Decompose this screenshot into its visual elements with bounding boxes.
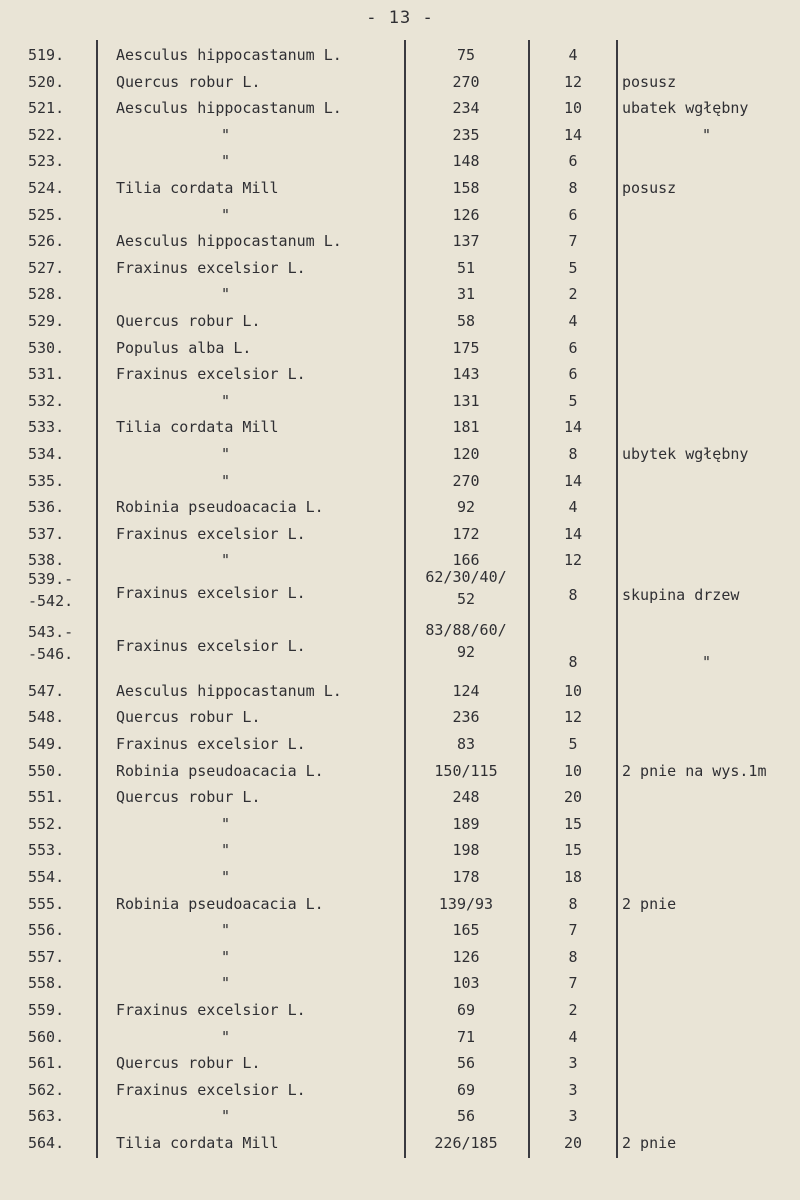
- circumference: 92: [456, 498, 476, 517]
- tree-height: 7: [568, 921, 578, 940]
- circumference: 69: [456, 1080, 476, 1099]
- entry-number: 532.: [28, 391, 65, 410]
- species-name: ": [221, 1107, 231, 1126]
- species-name: ": [221, 841, 231, 860]
- table-row: [0, 152, 800, 178]
- page-number: - 13 -: [366, 8, 434, 28]
- circumference: 56: [456, 1107, 476, 1126]
- tree-height: 14: [563, 471, 583, 490]
- species-name: Tilia cordata Mill: [116, 179, 279, 197]
- species-name: Robinia pseudoacacia L.: [116, 894, 324, 913]
- entry-number: 537.: [28, 524, 65, 543]
- circumference: 150/115: [434, 761, 498, 780]
- entry-number: 522.: [28, 125, 65, 144]
- tree-height: 8: [568, 445, 578, 463]
- circumference: 175: [452, 338, 480, 357]
- table-row: [0, 285, 800, 311]
- entry-number: 538.: [28, 551, 65, 570]
- table-row: [0, 788, 800, 814]
- table-row: [0, 392, 800, 418]
- tree-height: 6: [568, 152, 578, 171]
- entry-number: 551.: [28, 788, 65, 807]
- species-name: Fraxinus excelsior L.: [116, 258, 306, 277]
- tree-height: 14: [563, 418, 583, 437]
- table-row: [0, 1054, 800, 1080]
- tree-height: 4: [568, 46, 578, 64]
- entry-number: 543.- -546.: [28, 623, 74, 664]
- tree-height: 7: [568, 974, 578, 993]
- table-row: [0, 921, 800, 947]
- circumference: 165: [452, 921, 480, 940]
- species-name: Fraxinus excelsior L.: [116, 584, 306, 602]
- table-row: [0, 365, 800, 391]
- table-row: [0, 762, 800, 788]
- table-row: [0, 99, 800, 125]
- tree-height: 14: [563, 524, 583, 543]
- tree-height: 12: [563, 708, 583, 727]
- entry-number: 531.: [28, 365, 65, 384]
- tree-height: 3: [568, 1107, 578, 1126]
- remarks: ": [702, 653, 712, 672]
- remarks: ubatek wgłębny: [622, 99, 749, 118]
- tree-height: 4: [568, 498, 578, 517]
- circumference: 83: [456, 734, 476, 753]
- tree-height: 6: [568, 365, 578, 384]
- table-row: [0, 682, 800, 708]
- entry-number: 564.: [28, 1133, 65, 1152]
- tree-height: 20: [563, 788, 583, 807]
- tree-height: 12: [563, 72, 583, 91]
- species-name: Fraxinus excelsior L.: [116, 637, 306, 656]
- table-row: [0, 126, 800, 152]
- table-row: [0, 868, 800, 894]
- table-row: [0, 1028, 800, 1054]
- tree-height: 4: [568, 1027, 578, 1046]
- entry-number: 521.: [28, 99, 65, 118]
- entry-number: 561.: [28, 1054, 65, 1073]
- circumference: 103: [452, 974, 480, 993]
- species-name: ": [221, 814, 231, 833]
- circumference: 148: [452, 152, 480, 171]
- species-name: ": [221, 285, 231, 304]
- entry-number: 523.: [28, 152, 65, 171]
- circumference: 69: [456, 1000, 476, 1019]
- species-name: Populus alba L.: [116, 338, 252, 357]
- circumference: 56: [456, 1054, 476, 1073]
- circumference: 58: [456, 312, 476, 330]
- table-row: [0, 1134, 800, 1160]
- species-name: ": [221, 205, 231, 224]
- table-row: [0, 445, 800, 471]
- entry-number: 560.: [28, 1027, 65, 1046]
- entry-number: 533.: [28, 418, 65, 437]
- table-row: [0, 418, 800, 444]
- species-name: Fraxinus excelsior L.: [116, 365, 306, 384]
- circumference: 178: [452, 867, 480, 886]
- table-row: [0, 259, 800, 285]
- tree-height: 4: [568, 312, 578, 330]
- tree-height: 8: [568, 586, 578, 604]
- entry-number: 548.: [28, 708, 65, 727]
- table-row: [0, 179, 800, 205]
- table-row: [0, 948, 800, 974]
- tree-height: 5: [568, 391, 578, 410]
- species-name: Quercus robur L.: [116, 72, 261, 91]
- circumference: 62/30/40/ 52: [425, 568, 507, 608]
- circumference: 131: [452, 391, 480, 410]
- remarks: posusz: [622, 72, 677, 91]
- entry-number: 527.: [28, 258, 65, 277]
- table-row: [0, 472, 800, 498]
- entry-number: 525.: [28, 205, 65, 224]
- table-row: [0, 232, 800, 258]
- species-name: ": [221, 974, 231, 993]
- circumference: 126: [452, 205, 480, 224]
- table-row: [0, 73, 800, 99]
- species-name: Fraxinus excelsior L.: [116, 734, 306, 753]
- table-row: [0, 708, 800, 734]
- species-name: Aesculus hippocastanum L.: [116, 681, 342, 700]
- circumference: 83/88/60/ 92: [425, 621, 507, 662]
- entry-number: 553.: [28, 841, 65, 860]
- species-name: Tilia cordata Mill: [116, 1133, 279, 1152]
- entry-number: 555.: [28, 894, 65, 913]
- circumference: 71: [456, 1027, 476, 1046]
- table-row: [0, 815, 800, 841]
- tree-height: 15: [563, 814, 583, 833]
- circumference: 126: [452, 947, 480, 966]
- tree-height: 8: [568, 653, 578, 672]
- tree-height: 12: [563, 551, 583, 570]
- remarks: 2 pnie na wys.1m: [622, 761, 767, 780]
- table-row: [0, 498, 800, 524]
- circumference: 270: [452, 72, 480, 91]
- species-name: Aesculus hippocastanum L.: [116, 46, 342, 64]
- entry-number: 534.: [28, 445, 65, 463]
- species-name: ": [221, 445, 231, 463]
- tree-height: 8: [568, 947, 578, 966]
- species-name: Quercus robur L.: [116, 788, 261, 807]
- table-row: [0, 735, 800, 761]
- tree-height: 20: [563, 1133, 583, 1152]
- tree-height: 10: [563, 681, 583, 700]
- circumference: 172: [452, 524, 480, 543]
- tree-height: 10: [563, 99, 583, 118]
- entry-number: 550.: [28, 761, 65, 780]
- table-row: [0, 206, 800, 232]
- entry-number: 562.: [28, 1080, 65, 1099]
- circumference: 226/185: [434, 1133, 498, 1152]
- remarks: 2 pnie: [622, 1133, 677, 1152]
- entry-number: 554.: [28, 867, 65, 886]
- species-name: ": [221, 947, 231, 966]
- circumference: 51: [456, 258, 476, 277]
- species-name: Tilia cordata Mill: [116, 418, 279, 437]
- table-row: [0, 1001, 800, 1027]
- circumference: 235: [452, 125, 480, 144]
- circumference: 189: [452, 814, 480, 833]
- entry-number: 524.: [28, 179, 65, 197]
- tree-height: 10: [563, 761, 583, 780]
- table-row: [0, 1081, 800, 1107]
- circumference: 158: [452, 179, 480, 197]
- species-name: Robinia pseudoacacia L.: [116, 498, 324, 517]
- entry-number: 519.: [28, 46, 65, 64]
- entry-number: 556.: [28, 921, 65, 940]
- table-row: [0, 1107, 800, 1133]
- tree-height: 15: [563, 841, 583, 860]
- remarks: ubytek wgłębny: [622, 445, 749, 463]
- species-name: Quercus robur L.: [116, 708, 261, 727]
- circumference: 137: [452, 232, 480, 251]
- tree-height: 6: [568, 338, 578, 357]
- remarks: posusz: [622, 179, 677, 197]
- tree-height: 14: [563, 125, 583, 144]
- species-name: ": [221, 867, 231, 886]
- entry-number: 547.: [28, 681, 65, 700]
- entry-number: 528.: [28, 285, 65, 304]
- remarks: ": [702, 125, 712, 144]
- entry-number: 530.: [28, 338, 65, 357]
- circumference: 143: [452, 365, 480, 384]
- tree-height: 8: [568, 894, 578, 913]
- species-name: ": [221, 125, 231, 144]
- entry-number: 529.: [28, 312, 65, 330]
- tree-height: 3: [568, 1054, 578, 1073]
- entry-number: 558.: [28, 974, 65, 993]
- table-row: [0, 621, 800, 672]
- tree-height: 18: [563, 867, 583, 886]
- species-name: ": [221, 391, 231, 410]
- circumference: 236: [452, 708, 480, 727]
- species-name: Quercus robur L.: [116, 1054, 261, 1073]
- tree-height: 8: [568, 179, 578, 197]
- circumference: 198: [452, 841, 480, 860]
- table-row: [0, 551, 800, 577]
- tree-height: 3: [568, 1080, 578, 1099]
- species-name: ": [221, 921, 231, 940]
- species-name: Robinia pseudoacacia L.: [116, 761, 324, 780]
- circumference: 270: [452, 471, 480, 490]
- tree-height: 2: [568, 285, 578, 304]
- entry-number: 535.: [28, 471, 65, 490]
- circumference: 248: [452, 788, 480, 807]
- table-row: [0, 568, 800, 610]
- entry-number: 539.- -542.: [28, 570, 74, 610]
- entry-number: 557.: [28, 947, 65, 966]
- species-name: Aesculus hippocastanum L.: [116, 99, 342, 118]
- remarks: skupina drzew: [622, 586, 740, 604]
- entry-number: 526.: [28, 232, 65, 251]
- table-row: [0, 974, 800, 1000]
- circumference: 166: [452, 551, 480, 570]
- table-row: [0, 312, 800, 338]
- table-row: [0, 525, 800, 551]
- species-name: ": [221, 471, 231, 490]
- circumference: 120: [452, 445, 480, 463]
- entry-number: 549.: [28, 734, 65, 753]
- circumference: 181: [452, 418, 480, 437]
- species-name: Fraxinus excelsior L.: [116, 524, 306, 543]
- circumference: 124: [452, 681, 480, 700]
- circumference: 31: [456, 285, 476, 304]
- tree-height: 6: [568, 205, 578, 224]
- entry-number: 520.: [28, 72, 65, 91]
- table-row: [0, 841, 800, 867]
- table-row: [0, 339, 800, 365]
- species-name: Aesculus hippocastanum L.: [116, 232, 342, 251]
- entry-number: 559.: [28, 1000, 65, 1019]
- tree-height: 5: [568, 734, 578, 753]
- entry-number: 536.: [28, 498, 65, 517]
- species-name: Fraxinus excelsior L.: [116, 1080, 306, 1099]
- table-row: [0, 46, 800, 72]
- entry-number: 563.: [28, 1107, 65, 1126]
- remarks: 2 pnie: [622, 894, 677, 913]
- table-row: [0, 895, 800, 921]
- circumference: 234: [452, 99, 480, 118]
- circumference: 139/93: [438, 894, 494, 913]
- tree-height: 5: [568, 258, 578, 277]
- species-name: Quercus robur L.: [116, 312, 261, 330]
- entry-number: 552.: [28, 814, 65, 833]
- species-name: Fraxinus excelsior L.: [116, 1000, 306, 1019]
- species-name: ": [221, 551, 231, 570]
- species-name: ": [221, 1027, 231, 1046]
- tree-height: 2: [568, 1000, 578, 1019]
- circumference: 75: [456, 46, 476, 64]
- tree-height: 7: [568, 232, 578, 251]
- species-name: ": [221, 152, 231, 171]
